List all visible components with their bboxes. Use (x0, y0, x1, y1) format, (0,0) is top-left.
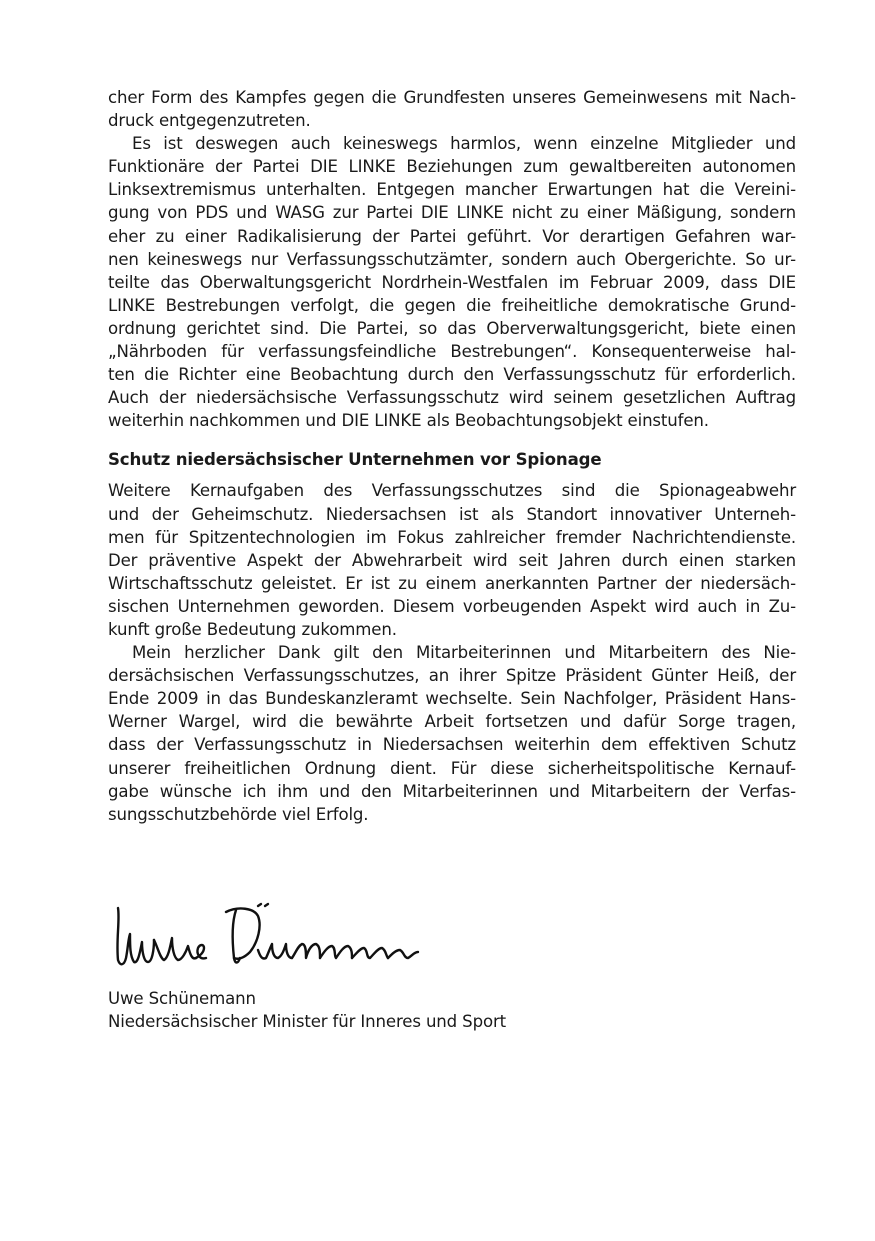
text-line: sischen Unternehmen geworden. Diesem vorbeugenden Aspekt wird auch in Zu- (108, 596, 796, 616)
text-line: Wirtschaftsschutz geleistet. Er ist zu einem anerkannten Partner der niedersäch- (108, 573, 796, 593)
text-line: LINKE Bestrebungen verfolgt, die gegen die freiheitliche demokratische Grund- (108, 295, 796, 315)
document-body (108, 86, 796, 826)
text-line: Funktionäre der Partei DIE LINKE Beziehungen zum gewaltbereiten autonomen (108, 157, 796, 177)
text-line: Mein herzlicher Dank gilt den Mitarbeiterinnen und Mitarbeitern des Nie- (132, 643, 796, 663)
paragraph-2 (108, 132, 796, 432)
handwritten-signature (108, 900, 438, 980)
text-line: Auch der niedersächsische Verfassungsschutz wird seinem gesetzlichen Auftrag (108, 388, 796, 408)
text-line: Ende 2009 in das Bundeskanzleramt wechselte. Sein Nachfolger, Präsident Hans- (108, 689, 796, 709)
text-line: dersächsischen Verfassungsschutzes, an ihrer Spitze Präsident Günter Heiß, der (108, 666, 796, 686)
text-line: weiterhin nachkommen und DIE LINKE als Beobachtungsobjekt einstufen. (108, 411, 709, 431)
text-line: gabe wünsche ich ihm und den Mitarbeiterinnen und Mitarbeitern der Verfas- (108, 781, 796, 801)
text-line: unserer freiheitlichen Ordnung dient. Für diese sicherheitspolitische Kernauf- (108, 758, 796, 778)
text-line: cher Form des Kampfes gegen die Grundfesten unseres Gemeinwesens mit Nach- (108, 88, 796, 107)
text-line: ten die Richter eine Beobachtung durch den Verfassungsschutz für erforderlich. (108, 365, 796, 385)
text-line: dass der Verfassungsschutz in Niedersachsen weiterhin dem effektiven Schutz (108, 735, 796, 755)
text-line: men für Spitzentechnologien im Fokus zahlreicher fremder Nachrichtendienste. (108, 527, 796, 547)
text-line: und der Geheimschutz. Niedersachsen ist als Standort innovativer Unterneh- (108, 504, 796, 524)
text-line: Linksextremismus unterhalten. Entgegen mancher Erwartungen hat die Vereini- (108, 180, 796, 200)
signatory-name: Uwe Schünemann (108, 989, 256, 1008)
text-line: druck entgegenzutreten. (108, 111, 311, 131)
section-heading: Schutz niedersächsischer Unternehmen vor Spionage (108, 450, 602, 470)
text-line: gung von PDS und WASG zur Partei DIE LINKE nicht zu einer Mäßigung, sondern (108, 203, 796, 223)
text-line: Weitere Kernaufgaben des Verfassungsschutzes sind die Spionageabwehr (108, 481, 796, 501)
text-line: eher zu einer Radikalisierung der Partei geführt. Vor derartigen Gefahren war- (108, 226, 796, 246)
text-line: Werner Wargel, wird die bewährte Arbeit fortsetzen und dafür Sorge tragen, (108, 712, 796, 732)
text-line: sungsschutzbehörde viel Erfolg. (108, 804, 369, 824)
signatory-title: Niedersächsischer Minister für Inneres und Sport (108, 1012, 506, 1031)
text-line: kunft große Bedeutung zukommen. (108, 619, 397, 639)
text-line: „Nährboden für verfassungsfeindliche Bestrebungen“. Konsequenterweise hal- (108, 342, 796, 362)
paragraph-3 (108, 479, 796, 641)
text-line: teilte das Oberwaltungsgericht Nordrhein-Westfalen im Februar 2009, dass DIE (108, 272, 796, 292)
text-line: ordnung gerichtet sind. Die Partei, so das Oberverwaltungsgericht, biete einen (108, 318, 796, 338)
paragraph-1 (108, 86, 796, 132)
text-line: nen keineswegs nur Verfassungsschutzämter, sondern auch Obergerichte. So ur- (108, 249, 796, 269)
text-line: Der präventive Aspekt der Abwehrarbeit wird seit Jahren durch einen starken (108, 550, 796, 570)
paragraph-4 (108, 641, 796, 826)
text-line: Es ist deswegen auch keineswegs harmlos, wenn einzelne Mitglieder und (132, 134, 796, 154)
